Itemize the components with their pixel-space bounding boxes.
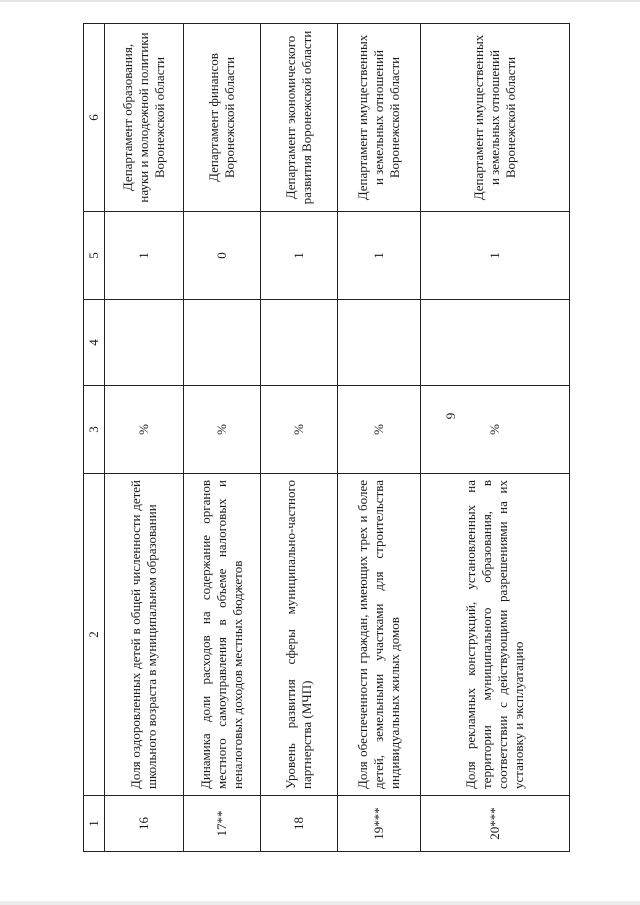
col4-cell — [184, 300, 261, 386]
scan-edge-top — [0, 0, 640, 2]
unit-cell: % — [261, 386, 338, 474]
page-number: 9 — [443, 412, 458, 420]
table-row — [184, 24, 261, 852]
scan-edge-bottom — [0, 901, 640, 905]
col5-cell: 1 — [261, 212, 338, 300]
indicator-text: Динамика доли расходов на содержание органов местного самоуправления в объеме налоговых и неналоговых доходов местных бюджетов — [184, 474, 261, 796]
col4-cell — [338, 300, 421, 386]
column-header: 6 — [84, 24, 105, 212]
table-header-row — [84, 24, 105, 852]
unit-cell: % — [105, 386, 184, 474]
indicator-text: Уровень развития сферы муниципально-частного партнерства (МЧП) — [261, 474, 338, 796]
row-number: 17** — [184, 796, 261, 852]
col5-cell: 1 — [105, 212, 184, 300]
col4-cell — [105, 300, 184, 386]
table-row — [105, 24, 184, 852]
department-cell: Департамент экономического развития Воронежской области — [261, 24, 338, 212]
col4-cell — [421, 300, 570, 386]
indicator-text: Доля рекламных конструкций, установленных на территории муниципального образования, в соответствии с действующими разрешениями на их установку и эксплуатацию — [421, 474, 570, 796]
col5-cell: 0 — [184, 212, 261, 300]
col5-cell: 1 — [421, 212, 570, 300]
indicator-text: Доля оздоровленных детей в общей численности детей школьного возраста в муниципальном образовании — [105, 474, 184, 796]
table-row — [338, 24, 421, 852]
table-row — [421, 24, 570, 852]
table-row — [261, 24, 338, 852]
row-number: 16 — [105, 796, 184, 852]
department-cell: Департамент финансов Воронежской области — [184, 24, 261, 212]
column-header: 1 — [84, 796, 105, 852]
column-header: 2 — [84, 474, 105, 796]
department-cell: Департамент имущественных и земельных отношений Воронежской области — [338, 24, 421, 212]
column-header: 5 — [84, 212, 105, 300]
col5-cell: 1 — [338, 212, 421, 300]
row-number: 19*** — [338, 796, 421, 852]
row-number: 20*** — [421, 796, 570, 852]
unit-cell: % — [184, 386, 261, 474]
indicator-text: Доля обеспеченности граждан, имеющих трех и более детей, земельными участками для строительства индивидуальных жилых домов — [338, 474, 421, 796]
department-cell: Департамент имущественных и земельных отношений Воронежской области — [421, 24, 570, 212]
row-number: 18 — [261, 796, 338, 852]
unit-cell: % — [338, 386, 421, 474]
department-cell: Департамент образования, науки и молодежной политики Воронежской области — [105, 24, 184, 212]
column-header: 3 — [84, 386, 105, 474]
col4-cell — [261, 300, 338, 386]
unit-cell: % — [421, 386, 570, 474]
column-header: 4 — [84, 300, 105, 386]
indicators-table — [83, 23, 570, 852]
